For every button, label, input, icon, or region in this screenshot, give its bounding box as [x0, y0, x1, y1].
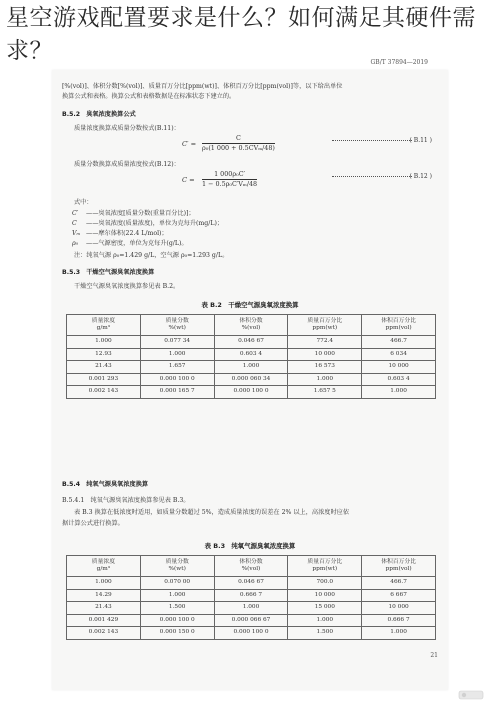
table-cell: 0.046 67 [214, 577, 288, 590]
table-cell: 21.43 [67, 602, 141, 615]
definition-text: ——臭氧浓度[质量分数(重量百分比)]； [86, 210, 195, 217]
b52-text-1: 质量浓度换算成质量分数按式(B.11)： [74, 125, 180, 132]
watermark-logo-icon [458, 689, 484, 701]
table-b3 [66, 555, 436, 640]
table-cell: 6 034 [362, 348, 436, 361]
table-row [67, 386, 436, 399]
formula-leader-dots [332, 140, 412, 141]
table-row [67, 614, 436, 627]
formula-b12-denominator: 1 − 0.5ρ₀C′Vₘ/48 [202, 180, 258, 188]
table-cell: 0.000 060 34 [214, 373, 288, 386]
table-cell: 12.93 [67, 348, 141, 361]
table-cell: 1.000 [214, 602, 288, 615]
table-cell: 1.000 [140, 348, 214, 361]
table-cell: 0.000 100 0 [140, 373, 214, 386]
table-cell: 0.000 100 0 [214, 627, 288, 640]
table-cell: 0.000 165 7 [140, 386, 214, 399]
table-header-cell: 体积分数 %(vol) [214, 556, 288, 577]
table-row [67, 589, 436, 602]
standard-number: GB/T 37894—2019 [370, 59, 428, 66]
table-cell: 1.000 [288, 373, 362, 386]
table-cell: 1.657 [140, 361, 214, 374]
table-cell: 21.43 [67, 361, 141, 374]
formula-b11-denominator: ρ₀(1 000 + 0.5CVₘ/48) [202, 144, 275, 152]
definition-symbol: ρ₀ [72, 240, 79, 247]
table-cell: 10 000 [288, 589, 362, 602]
intro-line-1: [%(vol)]、体积分数[%(vol)]、质量百万分比[ppm(wt)]、体积百万分比[ppm(vol)]等，以下给出单位 [62, 83, 343, 90]
table-cell: 772.4 [288, 336, 362, 349]
table-header-cell: 质量百万分比 ppm(wt) [288, 315, 362, 336]
table-b2-caption: 表 B.2 干燥空气源臭氧浓度换算 [201, 301, 299, 309]
table-header-cell: 体积百万分比 ppm(vol) [362, 556, 436, 577]
table-cell: 0.000 100 0 [140, 614, 214, 627]
table-cell: 0.001 429 [67, 614, 141, 627]
table-row [67, 577, 436, 590]
table-header-cell: 质量浓度 g/m³ [67, 315, 141, 336]
table-cell: 0.077 34 [140, 336, 214, 349]
table-cell: 1.000 [288, 614, 362, 627]
table-cell: 0.666 7 [214, 589, 288, 602]
table-cell: 0.002 143 [67, 627, 141, 640]
formula-b11-fraction [202, 134, 275, 153]
b541-text-2: 表 B.3 换算在低浓度时适用，如质量分数超过 5%，造成质量浓度的误差在 2% 以上，高浓度时应依 [74, 509, 350, 516]
definition-row [62, 229, 442, 238]
standard-document-page [52, 59, 448, 690]
table-header-cell: 质量百万分比 ppm(wt) [288, 556, 362, 577]
table-cell: 0.603 4 [362, 373, 436, 386]
article-headline: 星空游戏配置要求是什么？如何满足其硬件需求？ [6, 5, 476, 64]
table-cell: 1.500 [140, 602, 214, 615]
table-cell: 14.29 [67, 589, 141, 602]
section-b53-heading: B.5.3 干燥空气源臭氧浓度换算 [62, 269, 155, 276]
table-b3-caption: 表 B.3 纯氧气源臭氧浓度换算 [204, 542, 296, 550]
definition-row [62, 239, 442, 248]
table-cell: 466.7 [362, 336, 436, 349]
table-cell: 0.070 00 [140, 577, 214, 590]
table-cell: 0.000 150 0 [140, 627, 214, 640]
table-row [67, 336, 436, 349]
table-cell: 0.666 7 [362, 614, 436, 627]
table-header-row [67, 315, 436, 336]
table-cell: 1.000 [67, 336, 141, 349]
definition-text: ——气源密度，单位为克每升(g/L)。 [86, 240, 188, 247]
table-cell: 466.7 [362, 577, 436, 590]
formula-leader-dots [332, 176, 412, 177]
definition-text: ——臭氧浓度(质量浓度)，单位为克每升(mg/L)； [86, 220, 224, 227]
formula-b12-lhs: C = [182, 176, 195, 184]
b541-text-1: B.5.4.1 纯氧气源臭氧浓度换算参见表 B.3。 [62, 497, 190, 504]
table-cell: 1.657 5 [288, 386, 362, 399]
table-header-row [67, 556, 436, 577]
table-row [67, 602, 436, 615]
table-cell: 1.000 [362, 627, 436, 640]
formula-b11-lhs: C′ = [182, 140, 197, 148]
table-row [67, 373, 436, 386]
page-number: 21 [430, 652, 438, 659]
table-cell: 700.0 [288, 577, 362, 590]
where-label: 式中： [74, 199, 93, 206]
formula-b12 [182, 170, 432, 192]
b52-text-2: 质量分数换算成质量浓度按式(B.12)： [74, 161, 180, 168]
table-header-cell: 体积分数 %(vol) [214, 315, 288, 336]
table-cell: 1.500 [288, 627, 362, 640]
section-b52-heading: B.5.2 臭氧浓度换算公式 [62, 111, 136, 118]
table-cell: 1.000 [67, 577, 141, 590]
table-header-cell: 体积百万分比 ppm(vol) [362, 315, 436, 336]
definition-symbol: C′ [72, 210, 79, 217]
section-b54-heading: B.5.4 纯氧气源臭氧浓度换算 [62, 481, 149, 488]
table-header-cell: 质量浓度 g/m³ [67, 556, 141, 577]
b53-text: 干燥空气源臭氧浓度换算参见表 B.2。 [74, 283, 180, 290]
table-row [67, 348, 436, 361]
table-cell: 6 667 [362, 589, 436, 602]
note-text: 注：纯氧气源 ρ₀=1.429 g/L，空气源 ρ₀=1.293 g/L。 [74, 252, 229, 259]
table-header-cell: 质量分数 %(wt) [140, 315, 214, 336]
table-cell: 1.000 [214, 361, 288, 374]
table-cell: 0.046 67 [214, 336, 288, 349]
table-cell: 1.000 [362, 386, 436, 399]
definition-symbol: C [72, 220, 77, 227]
formula-b11-number: ( B.11 ) [409, 137, 432, 144]
table-cell: 0.000 066 67 [214, 614, 288, 627]
table-cell: 15 000 [288, 602, 362, 615]
intro-line-2: 换算公式和表格。换算公式和表格数据是在标准状态下建立的。 [62, 93, 236, 100]
formula-b11-numerator: C [202, 134, 275, 144]
table-cell: 10 000 [362, 361, 436, 374]
table-cell: 10 000 [362, 602, 436, 615]
table-cell: 10 000 [288, 348, 362, 361]
b541-text-3: 据计算公式进行换算。 [62, 520, 124, 527]
formula-b12-fraction [202, 170, 257, 189]
table-cell: 16 573 [288, 361, 362, 374]
table-header-cell: 质量分数 %(wt) [140, 556, 214, 577]
formula-b12-numerator: 1 000ρ₀C′ [202, 170, 257, 180]
table-row [67, 627, 436, 640]
table-cell: 0.000 100 0 [214, 386, 288, 399]
formula-b12-number: ( B.12 ) [409, 173, 432, 180]
formula-b11 [182, 134, 432, 156]
definition-row [62, 219, 442, 228]
table-cell: 0.002 143 [67, 386, 141, 399]
table-cell: 0.001 293 [67, 373, 141, 386]
table-cell: 0.603 4 [214, 348, 288, 361]
table-row [67, 361, 436, 374]
table-b2 [66, 314, 436, 399]
definition-symbol: Vₘ [72, 230, 81, 237]
definition-row [62, 209, 442, 218]
definition-text: ——摩尔体积(22.4 L/mol)； [86, 230, 168, 237]
table-cell: 1.000 [140, 589, 214, 602]
